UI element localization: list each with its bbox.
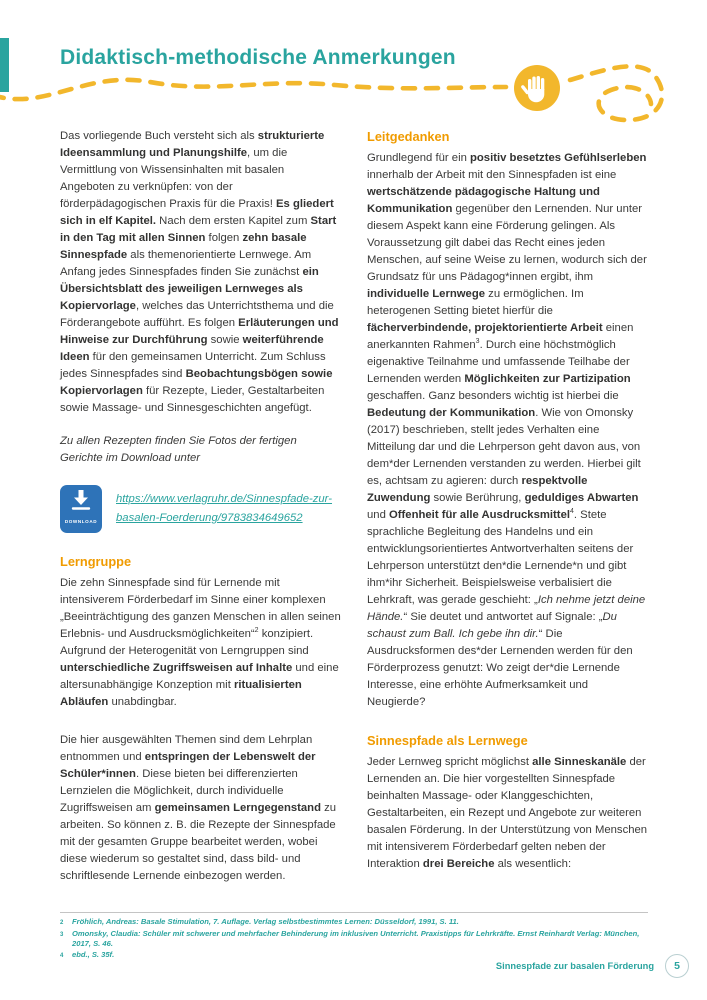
- page-footer: [496, 954, 689, 978]
- download-icon-label: DOWNLOAD: [64, 518, 98, 524]
- heading-sinnespfade-als-lernwege: Sinnespfade als Lernwege: [367, 733, 528, 748]
- corner-accent-bar: [0, 38, 9, 92]
- recipes-note: Zu allen Rezepten finden Sie Fotos der fertigen Gerichte im Download unter: [60, 435, 297, 464]
- footnote-marker: 4: [60, 952, 64, 959]
- page-title: Didaktisch-methodische Anmerkungen: [60, 46, 456, 69]
- hand-icon: [514, 65, 560, 111]
- heading-lerngruppe: Lerngruppe: [60, 554, 132, 569]
- download-icon[interactable]: [60, 485, 102, 533]
- footnote-text: Fröhlich, Andreas: Basale Stimulation, 7. Auflage. Verlag selbstbestimmtes Lernen: Düsseldorf, 1991, S. 11.: [72, 917, 459, 926]
- footnote-3: [60, 929, 648, 950]
- intro-paragraph: Das vorliegende Buch versteht sich als strukturierte Ideensammlung und Planungshilfe, um die Vermittlung von Wissensinhalten mit basalen Angeboten zu verknüpfen: von der förderpädagogischen Praxis für die Praxis! Es gliedert sich in elf Kapitel. Nach dem ersten Kapitel zum Start in den Tag mit allen Sinnen folgen zehn basale Sinnespfade als themenorientierte Lernwege. Am Anfang jedes Sinnespfades finden Sie zunächst ein Übersichtsblatt des jeweiligen Lernweges als Kopiervorlage, welches das Unterrichtsthema und die Förderangebote aufführt. Es folgen Erläuterungen und Hinweise zur Durchführung sowie weiterführende Ideen für den gemeinsamen Unterricht. Zum Schluss jedes Sinnespfades sind Beobachtungsbögen sowie Kopiervorlagen für Rezepte, Lieder, Gestaltarbeiten sowie Massage- und Sinnesgeschichten angefügt.: [60, 130, 339, 414]
- download-arrow-icon: [69, 489, 93, 511]
- heading-leitgedanken: Leitgedanken: [367, 129, 450, 144]
- two-column-body: [60, 128, 648, 901]
- footer-book-title: Sinnespfade zur basalen Förderung: [495, 961, 654, 971]
- footnote-marker: 2: [60, 920, 64, 926]
- footnote-text: ebd., S. 35f.: [72, 949, 115, 959]
- footnote-text: Omonsky, Claudia: Schüler mit schwerer und mehrfacher Behinderung im inklusiven Unterricht. Praxistipps für Lehrkräfte. Ernst Reinhardt Verlag: München, 2017, S. 46.: [72, 928, 640, 948]
- footnote-marker: 3: [60, 931, 64, 938]
- leitgedanken-paragraph: Grundlegend für ein positiv besetztes Gefühlserleben innerhalb der Arbeit mit den Sinnespfaden ist eine wertschätzende pädagogische Haltung und Kommunikation gegenüber den Lernenden. Nur unter diesem Aspekt kann eine Förderung gelingen. Als Voraussetzung gilt dabei das Recht eines jeden Menschen, auf seine Weise zu lernen, wodurch sich der Grundsatz für uns Pädagog*innen ergibt, ihm individuelle Lernwege zu ermöglichen. Im heterogenen Setting bietet hierfür die fächerverbindende, projektorientierte Arbeit einen anerkannten Rahmen$^3$. Durch eine höchstmöglich eigenaktive Teilnahme und umfassende Teilhabe der Lernenden werden Möglichkeiten zur Partizipation geschaffen. Ganz besonders wichtig ist hierbei die Bedeutung der Kommunikation. Wie von Omonsky (2017) beschrieben, stellt jedes Verhalten eine Mitteilung dar und die Lehrperson geht davon aus, von dem*der Lernenden verstanden zu werden. Hierbei gilt es, achtsam zu agieren: durch respektvolle Zuwendung sowie Berührung, geduldiges Abwarten und Offenheit für alle Ausdrucksmittel$^4$. Stete sprachliche Begleitung des Handelns und ein entwicklungsorientiertes Antwortverhalten seitens der Lehrperson unterstützt den*die Lernende*n und gibt ihm*ihr Sicherheit. Beispielsweise verbalisiert die Lehrkraft, was gerade geschieht: „Ich nehme jetzt deine Hände.“ Sie deutet und antwortet auf Signale: „Du schaust zum Ball. Ich gebe ihn dir.“ Die Ausdrucksformen des*der Lernenden werden für den Förderprozess genutzt: Wo zeigt der*die Lernende Interesse, eine erhöhte Aufmerksamkeit und Neugierde?: [367, 152, 647, 708]
- lerngruppe-paragraph-1: Die zehn Sinnespfade sind für Lernende mit intensiverem Förderbedarf im Sinne einer komplexen „Beeinträchtigung des ganzen Menschen in allen seinen Erlebnis- und Ausdrucksmöglichkeiten“$^2$ konzipiert. Aufgrund der Heterogenität von Lerngruppen sind unterschiedliche Zugriffsweisen auf Inhalte und eine altersunabhängige Konzeption mit ritualisierten Abläufen unabdingbar.: [60, 577, 341, 708]
- sinnespfade-paragraph: Jeder Lernweg spricht möglichst alle Sinneskanäle der Lernenden an. Die hier vorgestellten Sinnespfade beinhalten Massage- oder Klanggeschichten, Gestaltarbeiten, ein Rezept und Angebote zur weiteren basalen Förderung. In der Unterstützung von Menschen mit intensiverem Förderbedarf gelten neben der Interaktion drei Bereiche als wesentlich:: [367, 756, 648, 870]
- left-column: [60, 128, 341, 901]
- lerngruppe-paragraph-2: Die hier ausgewählten Themen sind dem Lehrplan entnommen und entspringen der Lebenswelt der Schüler*innen. Diese bieten bei differenzierten Lernzielen die Möglichkeit, durch individuelle Zugriffsweisen am gemeinsamen Lerngegenstand zu arbeiten. So können z. B. die Rezepte der Sinnespfade mit der gesamten Gruppe bearbeitet werden, wobei diese wiederum so gestaltet sind, dass bild- und schriftlesende Lernende einbezogen werden.: [60, 734, 337, 882]
- download-row: [60, 485, 341, 533]
- download-link[interactable]: https://www.verlagruhr.de/Sinnespfade-zur-basalen-Foerderung/9783834649652: [116, 493, 333, 524]
- footnote-2: [60, 917, 648, 929]
- right-column: [367, 128, 648, 901]
- page-number-badge: 5: [665, 954, 689, 978]
